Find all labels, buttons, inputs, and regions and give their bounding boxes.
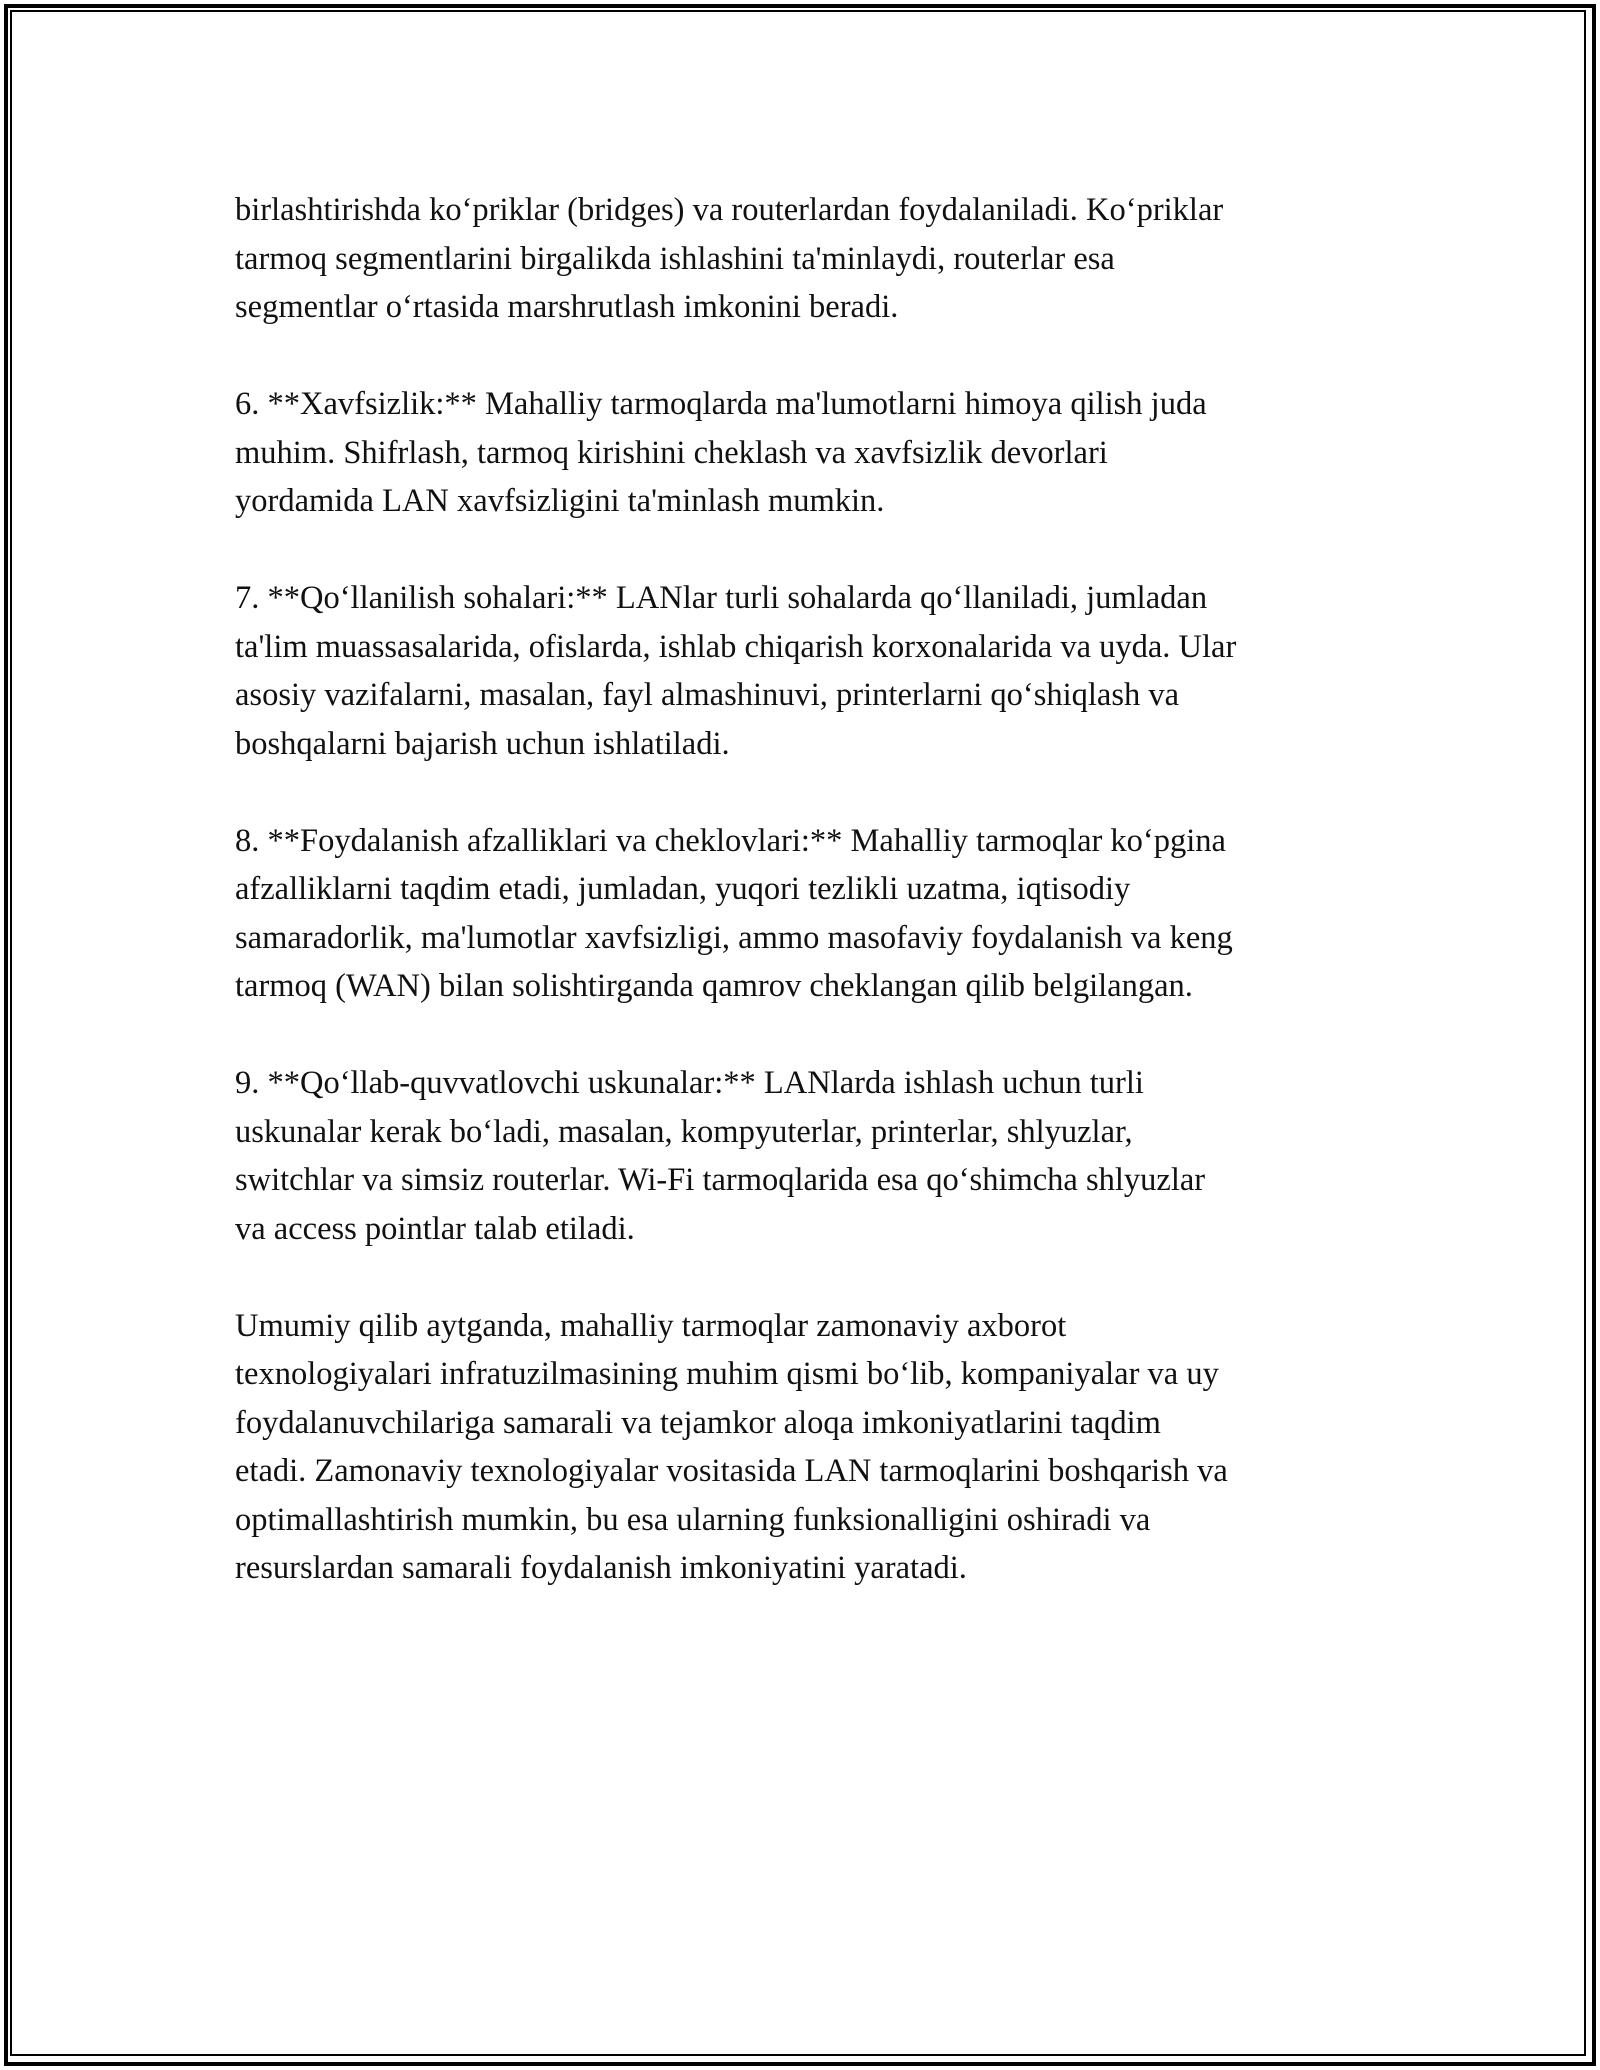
- text-line: foydalanuvchilariga samarali va tejamkor aloqa imkoniyatlarini taqdim: [235, 1404, 1161, 1441]
- text-line: va access pointlar talab etiladi.: [235, 1210, 635, 1247]
- text-line: texnologiyalari infratuzilmasining muhim qismi bo‘lib, kompaniyalar va uy: [235, 1356, 1219, 1392]
- text-line: segmentlar o‘rtasida marshrutlash imkonini beradi.: [235, 289, 899, 325]
- text-line: optimallashtirish mumkin, bu esa ularning funksionalligini oshiradi va: [235, 1501, 1151, 1538]
- text-line: 7. **Qo‘llanilish sohalari:** LANlar turli sohalarda qo‘llaniladi, jumladan: [235, 580, 1208, 616]
- text-line: ta'lim muassasalarida, ofislarda, ishlab chiqarish korxonalarida va uyda. Ular: [235, 628, 1237, 665]
- text-line: muhim. Shifrlash, tarmoq kirishini cheklash va xavfsizlik devorlari: [235, 434, 1108, 471]
- text-line: yordamida LAN xavfsizligini ta'minlash mumkin.: [235, 483, 885, 519]
- paragraph-conclusion: [235, 1302, 1375, 1593]
- text-line: afzalliklarni taqdim etadi, jumladan, yuqori tezlikli uzatma, iqtisodiy: [235, 871, 1131, 907]
- document-body: [235, 186, 1375, 1641]
- text-line: asosiy vazifalarni, masalan, fayl almashinuvi, printerlarni qo‘shiqlash va: [235, 677, 1180, 713]
- text-line: birlashtirishda ko‘priklar (bridges) va routerlardan foydalaniladi. Ko‘priklar: [235, 192, 1224, 228]
- text-line: boshqalarni bajarish uchun ishlatiladi.: [235, 725, 730, 762]
- text-line: samaradorlik, ma'lumotlar xavfsizligi, ammo masofaviy foydalanish va keng: [235, 919, 1233, 956]
- text-line: uskunalar kerak bo‘ladi, masalan, kompyuterlar, printerlar, shlyuzlar,: [235, 1113, 1133, 1150]
- text-line: Umumiy qilib aytganda, mahalliy tarmoqlar zamonaviy axborot: [235, 1307, 1067, 1344]
- text-line: 8. **Foydalanish afzalliklari va cheklovlari:** Mahalliy tarmoqlar ko‘pgina: [235, 822, 1226, 859]
- text-line: 9. **Qo‘llab-quvvatlovchi uskunalar:** LANlarda ishlash uchun turli: [235, 1065, 1144, 1101]
- text-line: resurslardan samarali foydalanish imkoniyatini yaratadi.: [235, 1550, 967, 1586]
- text-line: tarmoq (WAN) bilan solishtirganda qamrov cheklangan qilib belgilangan.: [235, 968, 1193, 1004]
- paragraph-advantages-limitations: [235, 817, 1375, 1011]
- text-line: tarmoq segmentlarini birgalikda ishlashini ta'minlaydi, routerlar esa: [235, 240, 1115, 277]
- paragraph-security: [235, 380, 1375, 526]
- paragraph-application-areas: [235, 574, 1375, 768]
- text-line: etadi. Zamonaviy texnologiyalar vositasida LAN tarmoqlarini boshqarish va: [235, 1453, 1228, 1489]
- text-line: 6. **Xavfsizlik:** Mahalliy tarmoqlarda ma'lumotlarni himoya qilish juda: [235, 386, 1207, 422]
- paragraph-bridges-routers: [235, 186, 1375, 332]
- text-line: switchlar va simsiz routerlar. Wi-Fi tarmoqlarida esa qo‘shimcha shlyuzlar: [235, 1162, 1206, 1198]
- paragraph-supporting-equipment: [235, 1059, 1375, 1253]
